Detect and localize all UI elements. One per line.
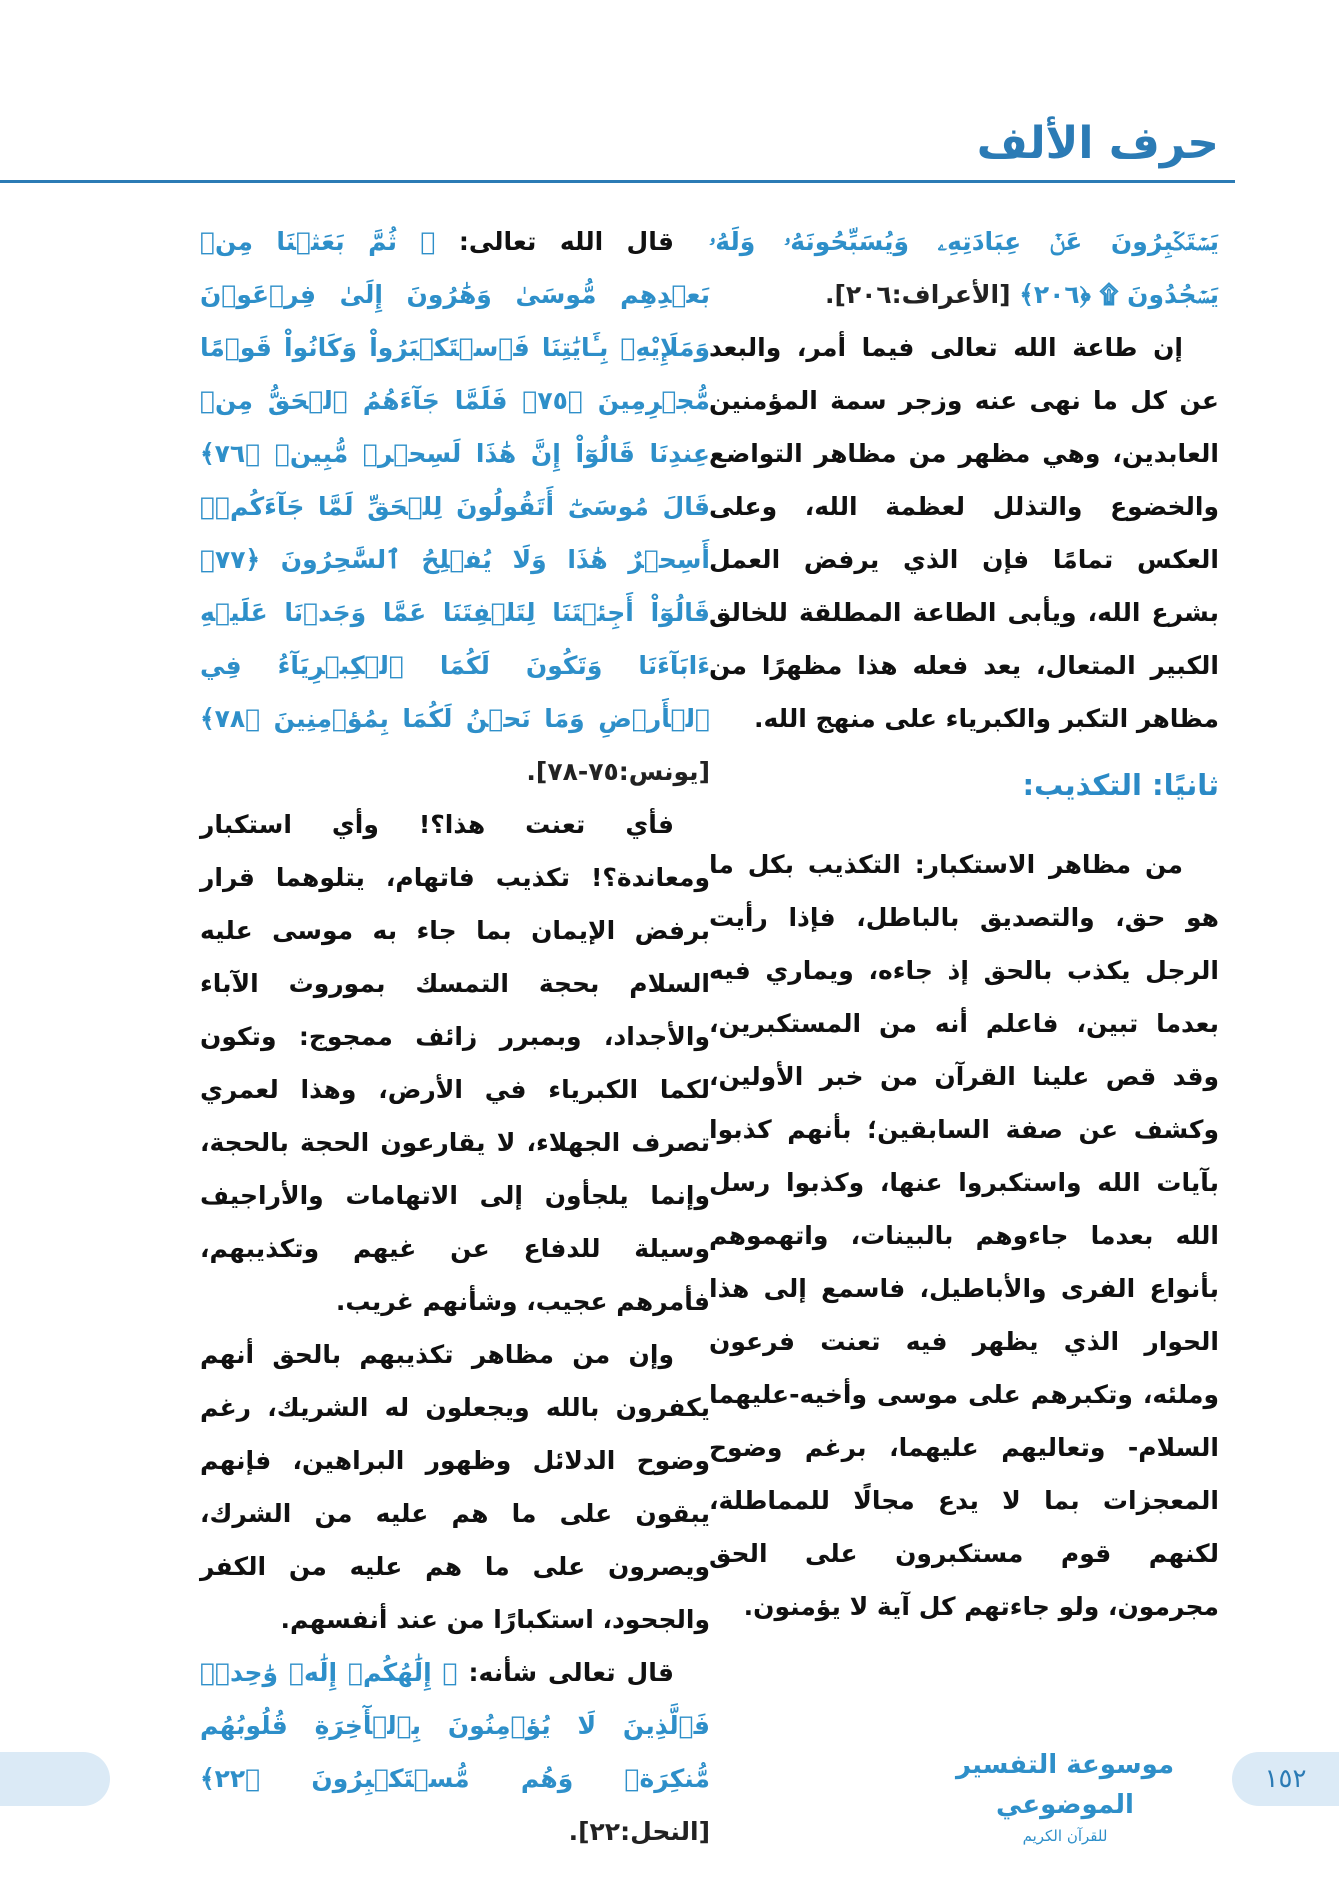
verse-reference: [يونس:٧٥-٧٨]. [526,757,710,786]
verse-intro: قال تعالى شأنه: [457,1658,674,1687]
quran-verse-araf-206: يَسۡتَكۡبِرُونَ عَنۡ عِبَادَتِهِۦ وَيُسَبِّحُونَهُۥ وَلَهُۥ يَسۡجُدُونَ ۩ ﴿٢٠٦﴾ [709,227,1219,309]
section-heading: ثانيًا: التكذيب: [1022,768,1219,802]
paragraph: فأي تعنت هذا؟! وأي استكبار ومعاندة؟! تكذيب فاتهام، يتلوهما قرار برفض الإيمان بما جاء به موسى عليه السلام بحجة التمسك بموروث الآباء والأجداد، وبمبرر زائف ممجوج: وتكون لكما الكبرياء في الأرض، وهذا لعمري تصرف الجهلاء، لا يقارعون الحجة بالحجة، وإنما يلجأون إلى الاتهامات والأراجيف وسيلة للدفاع عن غيهم وتكذيبهم، فأمرهم عجيب، وشأنهم غريب. [200,810,710,1316]
paragraph: إن طاعة الله تعالى فيما أمر، والبعد عن كل ما نهى عنه وزجر سمة المؤمنين العابدين، وهي مظهر من مظاهر التواضع والخضوع والتذلل لعظمة الله، وعلى العكس تمامًا فإن الذي يرفض العمل بشرع الله، ويأبى الطاعة المطلقة للخالق الكبير المتعال، يعد فعله هذا مظهرًا من مظاهر التكبر والكبرياء على منهج الله. [709,333,1219,733]
quran-verse-yunus-75-78: ﴿ ثُمَّ بَعَثۡنَا مِنۢ بَعۡدِهِم مُّوسَىٰ وَهَٰرُونَ إِلَىٰ فِرۡعَوۡنَ وَمَلَإِيْهِۦ بِـَٔايَٰتِنَا فَٱسۡتَكۡبَرُواْ وَكَانُواْ قَوۡمًا مُّجۡرِمِينَ ﴿٧٥﴾ فَلَمَّا جَآءَهُمُ ٱلۡحَقُّ مِنۡ عِندِنَا قَالُوٓاْ إِنَّ هَٰذَا لَسِحۡرٞ مُّبِينٞ ﴿٧٦﴾ قَالَ مُوسَىٰٓ أَتَقُولُونَ لِلۡحَقِّ لَمَّا جَآءَكُمۡۖ أَسِحۡرٌ هَٰذَا وَلَا يُفۡلِحُ ٱلسَّٰحِرُونَ ﴿٧٧﴾ قَالُوٓاْ أَجِئۡتَنَا لِتَلۡفِتَنَا عَمَّا وَجَدۡنَا عَلَيۡهِ ءَابَآءَنَا وَتَكُونَ لَكُمَا ٱلۡكِبۡرِيَآءُ فِي ٱلۡأَرۡضِ وَمَا نَحۡنُ لَكُمَا بِمُؤۡمِنِينَ ﴿٧٨﴾ [200,227,710,733]
verse-intro: قال الله تعالى: [435,227,674,256]
logo-title: موسوعة التفسير الموضوعي [955,1750,1175,1820]
verse-block-3 [200,1646,710,1858]
right-column [709,215,1219,1633]
page-title: حرف الألف [976,118,1219,169]
paragraph: من مظاهر الاستكبار: التكذيب بكل ما هو حق، والتصديق بالباطل، فإذا رأيت الرجل يكذب بالحق إذ جاءه، ويماري فيه بعدما تبين، فاعلم أنه من المستكبرين، وقد قص علينا القرآن من خبر الأولين، وكشف عن صفة السابقين؛ بأنهم كذبوا بآيات الله واستكبروا عنها، وكذبوا رسل الله بعدما جاءوهم بالبينات، واتهموهم بأنواع الفرى والأباطيل، فاسمع إلى هذا الحوار الذي يظهر فيه تعنت فرعون وملئه، وتكبرهم على موسى وأخيه-عليهما السلام- وتعاليهم عليهما، برغم وضوح المعجزات بما لا يدع مجالًا للمماطلة، لكنهم قوم مستكبرون على الحق مجرمون، ولو جاءتهم كل آية لا يؤمنون. [709,850,1219,1621]
quran-verse-nahl-22: ﴿ إِلَٰهُكُمۡ إِلَٰهٞ وَٰحِدٞۚ فَٱلَّذِينَ لَا يُؤۡمِنُونَ بِٱلۡأٓخِرَةِ قُلُوبُهُم مُّنكِرَةٞ وَهُم مُّسۡتَكۡبِرُونَ ﴿٢٢﴾ [200,1658,710,1793]
header-divider [0,180,1235,183]
left-column [200,215,710,1858]
logo-subtitle: للقرآن الكريم [1022,1827,1108,1845]
verse-block-2 [200,215,710,798]
footer-decoration [0,1752,110,1806]
page-number: ١٥٢ [1232,1752,1339,1806]
verse-reference: [النحل:٢٢]. [568,1817,710,1846]
verse-block-1 [709,215,1219,321]
paragraph: وإن من مظاهر تكذيبهم بالحق أنهم يكفرون بالله ويجعلون له الشريك، رغم وضوح الدلائل وظهور البراهين، فإنهم يبقون على ما هم عليه من الشرك، ويصرون على ما هم عليه من الكفر والجحود، استكبارًا من عند أنفسهم. [200,1340,710,1634]
encyclopedia-logo [920,1745,1210,1845]
verse-reference: [الأعراف:٢٠٦]. [824,280,1011,309]
